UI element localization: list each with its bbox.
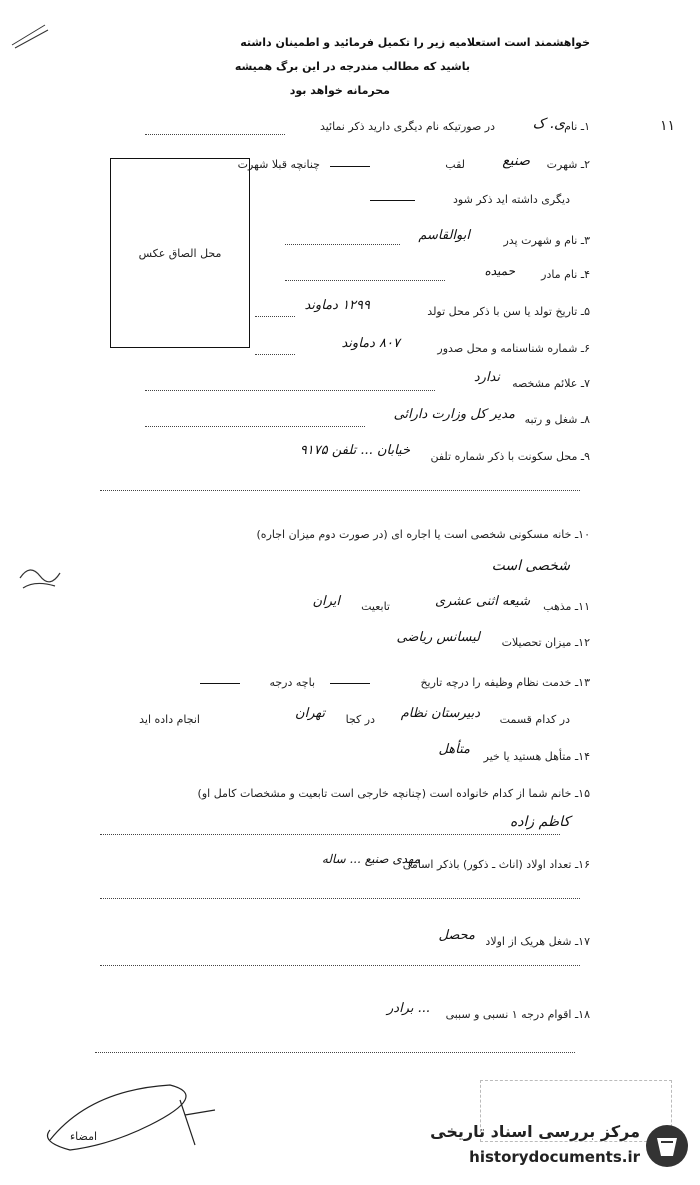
field-2-value: صنیع: [502, 153, 530, 169]
watermark-url: historydocuments.ir: [469, 1148, 640, 1166]
field-11-label: ۱۱ـ مذهب: [543, 600, 590, 613]
field-18-label: ۱۸ـ اقوام درجه ۱ نسبی و سببی: [445, 1008, 590, 1021]
photo-label: محل الصاق عکس: [138, 246, 222, 260]
field-6-label: ۶ـ شماره شناسنامه و محل صدور: [437, 342, 590, 355]
field-13-dash-1: [330, 683, 370, 684]
field-11-citizenship-value: ایران: [312, 594, 340, 609]
field-2b-label: دیگری داشته اید ذکر شود: [453, 193, 570, 206]
field-1-note: در صورتیکه نام دیگری دارید ذکر نمائید: [319, 120, 495, 133]
field-2-dash: [330, 166, 370, 167]
field-6-value: ۸۰۷ دماوند: [341, 336, 400, 351]
field-16-line-2: [100, 898, 580, 899]
field-7-line: [145, 390, 435, 391]
field-2-label: ۲ـ شهرت: [546, 158, 590, 171]
photo-placeholder: [110, 158, 250, 348]
field-3-value: ابوالقاسم: [418, 228, 470, 243]
field-9-label: ۹ـ محل سکونت با ذکر شماره تلفن: [430, 450, 590, 463]
field-8-label: ۸ـ شغل و رتبه: [524, 413, 590, 426]
field-2b-dash: [370, 200, 415, 201]
field-15-value: کاظم زاده: [509, 814, 570, 830]
corner-scribble: [10, 20, 50, 50]
field-13-dash-2: [200, 683, 240, 684]
field-8-line: [145, 426, 365, 427]
field-11-citizenship-label: تابعیت: [361, 600, 390, 613]
field-18-line-2: [95, 1052, 575, 1053]
field-14-value: متأهل: [438, 742, 470, 757]
field-14-label: ۱۴ـ متأهل هستید یا خیر: [483, 750, 590, 763]
field-13b-where-value: تهران: [295, 706, 325, 721]
field-5-value: ۱۲۹۹ دماوند: [304, 298, 370, 313]
field-17-value: محصل: [438, 928, 475, 943]
header-line-2: باشید که مطالب مندرجه در این برگ همیشه: [234, 60, 470, 73]
field-16-label: ۱۶ـ تعداد اولاد (اناث ـ ذکور) باذکر اسامی: [402, 858, 590, 871]
field-12-value: لیسانس ریاضی: [396, 630, 480, 645]
field-4-label: ۴ـ نام مادر: [541, 268, 590, 281]
field-13b-value: دبیرستان نظام: [400, 706, 480, 721]
watermark-logo-icon: [643, 1122, 691, 1170]
field-1-line: [145, 134, 285, 135]
field-8-value: مدیر کل وزارت دارائی: [393, 407, 515, 422]
signature-label: امضاء: [70, 1130, 98, 1143]
field-17-label: ۱۷ـ شغل هریک از اولاد: [485, 935, 590, 948]
header-line-3: محرمانه خواهد بود: [289, 84, 390, 97]
field-1-label: ۱ـ نام: [564, 120, 590, 133]
field-7-label: ۷ـ علائم مشخصه: [512, 377, 590, 390]
field-3-label: ۳ـ نام و شهرت پدر: [503, 234, 590, 247]
margin-note: ۱۱: [660, 118, 676, 134]
field-11-value: شیعه اثنی عشری: [434, 594, 530, 609]
field-4-line: [285, 280, 445, 281]
field-10-label: ۱۰ـ خانه مسکونی شخصی است یا اجاره ای (در صورت دوم میزان اجاره): [256, 528, 590, 541]
watermark-title: مرکز بررسی اسناد تاریخی: [430, 1122, 640, 1141]
field-13b-where-label: در کجا: [345, 713, 375, 726]
field-12-label: ۱۲ـ میزان تحصیلات: [501, 636, 590, 649]
field-9-value: خیابان ... تلفن ۹۱۷۵: [299, 443, 410, 458]
watermark: [420, 1118, 695, 1178]
field-18-value: ... برادر: [387, 1001, 430, 1016]
field-7-value: ندارد: [473, 370, 500, 385]
header-line-1: خواهشمند است استعلامیه زیر را تکمیل فرمائید و اطمینان داشته: [240, 36, 590, 49]
field-9-line-2: [100, 490, 580, 491]
field-13b-done-label: انجام داده اید: [139, 713, 200, 726]
field-4-value: حمیده: [484, 264, 515, 278]
margin-annotation: [15, 558, 65, 598]
field-13b-label: در کدام قسمت: [499, 713, 570, 726]
field-5-line: [255, 316, 295, 317]
signature-scribble: [30, 1070, 230, 1160]
field-13-label: ۱۳ـ خدمت نظام وظیفه را درچه تاریخ: [420, 676, 590, 689]
field-16-value: مهدی صنیع ... ساله: [321, 852, 420, 866]
field-13-rank-label: باچه درجه: [269, 676, 315, 689]
field-2-title: لقب: [445, 158, 465, 171]
field-3-line: [285, 244, 400, 245]
field-15-label: ۱۵ـ خانم شما از کدام خانواده است (چنانچه خارجی است تابعیت و مشخصات کامل او): [197, 787, 590, 800]
field-15-line: [100, 834, 560, 835]
field-5-label: ۵ـ تاریخ تولد یا سن با ذکر محل تولد: [427, 305, 590, 318]
field-10-value: شخصی است: [491, 558, 570, 574]
field-2-prev: چنانچه قبلا شهرت: [237, 158, 320, 171]
field-17-line-2: [100, 965, 580, 966]
field-6-line: [255, 354, 295, 355]
field-1-value: ی. ک: [532, 116, 565, 132]
